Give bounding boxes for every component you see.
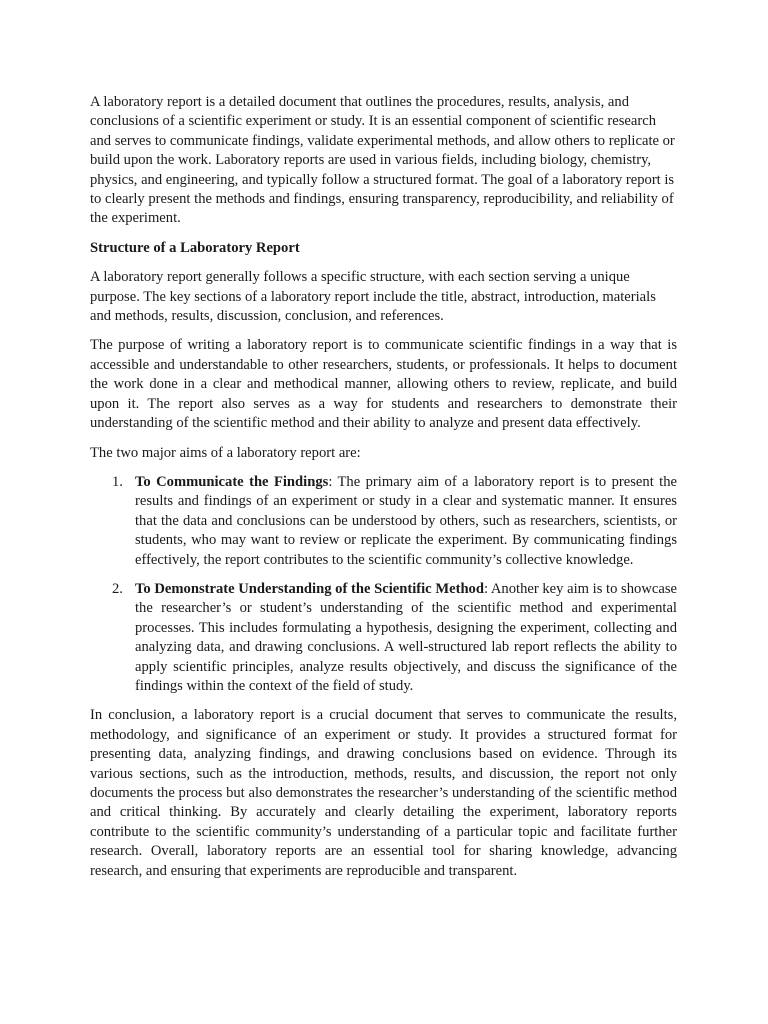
intro-paragraph: A laboratory report is a detailed document that outlines the procedures, results, analysis, and conclusions of a scientific experiment or study. It is an essential component of scientific research and serves to communicate findings, validate experimental methods, and allow others to replicate or build upon the work. Laboratory reports are used in various fields, including biology, chemistry, physics, and engineering, and typically follow a structured format. The goal of a laboratory report is to clearly present the methods and findings, ensuring transparency, reproducibility, and reliability of the experiment. <box>90 94 675 227</box>
structure-paragraph: A laboratory report generally follows a specific structure, with each section serving a unique purpose. The key sections of a laboratory report include the title, abstract, introduction, materials and methods, results, discussion, conclusion, and references. <box>90 269 656 325</box>
list-item-title: To Communicate the Findings <box>135 473 329 490</box>
list-item <box>90 473 677 570</box>
aims-list <box>90 473 677 696</box>
conclusion-paragraph: In conclusion, a laboratory report is a crucial document that serves to communicate the results, methodology, and significance of an experiment or study. It provides a structured format for presenting data, analyzing findings, and drawing conclusions based on evidence. Through its various sections, such as the introduction, methods, results, and discussion, the report not only documents the process but also demonstrates the researcher’s understanding of the scientific method and critical thinking. By accurately and clearly detailing the experiment, laboratory reports contribute to the scientific community’s understanding of a particular topic and facilitate further research. Overall, laboratory reports are an essential tool for sharing knowledge, advancing research, and ensuring that experiments are reproducible and transparent. <box>90 707 677 879</box>
section-heading: Structure of a Laboratory Report <box>90 239 300 256</box>
list-item-number: 2. <box>112 580 123 597</box>
list-item-title: To Demonstrate Understanding of the Scientific Method <box>135 580 484 597</box>
aims-lead: The two major aims of a laboratory report are: <box>90 444 361 461</box>
list-item <box>90 580 677 696</box>
list-item-text: : Another key aim is to showcase the researcher’s or student’s understanding of the scientific method and experimental processes. This includes formulating a hypothesis, designing the experiment, collecting and analyzing data, and drawing conclusions. A well-structured lab report reflects the ability to apply scientific principles, analyze results objectively, and discuss the significance of the findings within the context of the field of study. <box>135 580 677 694</box>
list-item-text: : The primary aim of a laboratory report is to present the results and findings of an experiment or study in a clear and systematic manner. It ensures that the data and conclusions can be understood by others, such as researchers, scientists, or students, who may want to review or replicate the experiment. By communicating findings effectively, the report contributes to the scientific community’s collective knowledge. <box>135 473 677 568</box>
list-item-number: 1. <box>112 473 123 490</box>
purpose-paragraph: The purpose of writing a laboratory report is to communicate scientific findings in a way that is accessible and understandable to other researchers, students, or professionals. It helps to document the work done in a clear and methodical manner, allowing others to review, replicate, and build upon it. The report also serves as a way for students and researchers to demonstrate their understanding of the scientific method and their ability to analyze and present data effectively. <box>90 337 677 432</box>
document-page <box>90 93 677 891</box>
